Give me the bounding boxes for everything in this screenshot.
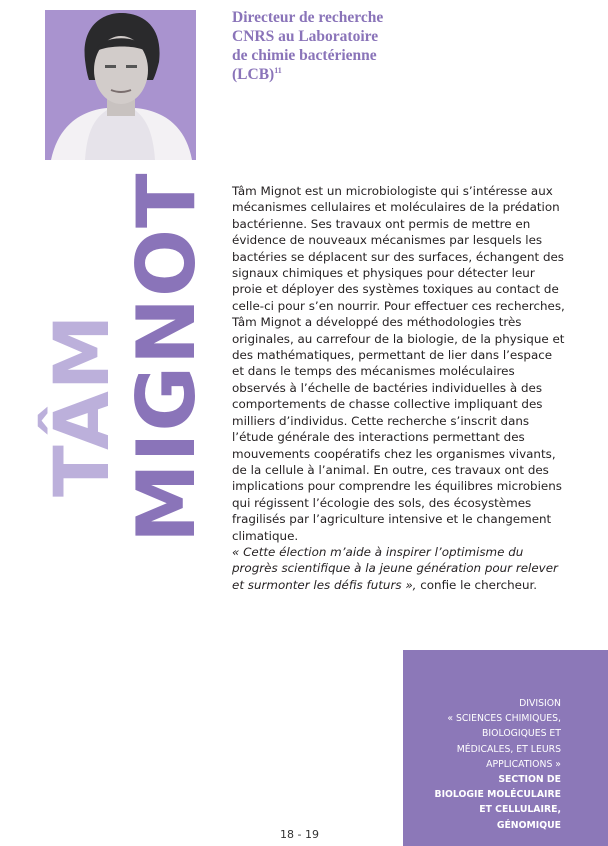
division-name-line: « SCIENCES CHIMIQUES, (447, 713, 561, 725)
page-number: 18 - 19 (280, 828, 319, 841)
first-name-vertical: TÂM (37, 313, 126, 497)
researcher-position-title (232, 8, 432, 84)
division-name-line: BIOLOGIQUES ET (482, 728, 561, 740)
biography-quote (232, 544, 567, 593)
biography-text (232, 183, 567, 593)
section-line: GÉNOMIQUE (496, 819, 561, 831)
division-name-line: APPLICATIONS » (486, 758, 561, 770)
title-line: de chimie bactérienne (232, 47, 377, 64)
title-line: Directeur de recherche (232, 9, 384, 26)
portrait-photo (45, 10, 196, 160)
title-line: CNRS au Laboratoire (232, 28, 379, 45)
section-line: SECTION DE (498, 774, 561, 786)
division-name-line: MÉDICALES, ET LEURS (456, 743, 561, 755)
quote-text: « Cette élection m’aide à inspirer l’optimisme du progrès scientifique à la jeune génération pour relever et surmonter les défis futurs », (232, 544, 558, 592)
title-line (232, 65, 432, 84)
footnote-marker: 11 (274, 65, 282, 75)
division-box (403, 650, 608, 846)
biography-paragraph: Tâm Mignot est un microbiologiste qui s’intéresse aux mécanismes cellulaires et moléculaires de la prédation bactérienne. Ses travaux ont permis de mettre en évidence de nouveaux mécanismes par lesquels les bactéries se déplacent sur des surfaces, échangent des signaux chimiques et physiques pour détecter leur proie et déployer des systèmes toxiques au contact de celle-ci pour s’en nourrir. Pour effectuer ces recherches, Tâm Mignot a développé des méthodologies très originales, au carrefour de la biologie, de la physique et des mathématiques, permettant de lier dans l’espace et dans le temps des mécanismes moléculaires observés à l’échelle de bactéries individuelles à des comportements de chasse collective impliquant des milliers d’individus. Cette recherche s’inscrit dans l’étude générale des interactions permettant des mouvements coopératifs chez les organismes vivants, de la cellule à l’animal. En outre, ces travaux ont des implications pour comprendre les équilibres microbiens qui régissent l’écologie des sols, des écosystèmes fragilisés par l’agriculture intensive et le changement climatique. (232, 184, 565, 543)
section-line: ET CELLULAIRE, (479, 804, 561, 816)
section-line: BIOLOGIE MOLÉCULAIRE (434, 789, 561, 801)
title-line-text: (LCB) (232, 66, 275, 83)
last-name-vertical: MIGNOT (120, 172, 213, 543)
quote-attribution: confie le chercheur. (416, 577, 538, 592)
division-label: DIVISION (519, 698, 561, 709)
